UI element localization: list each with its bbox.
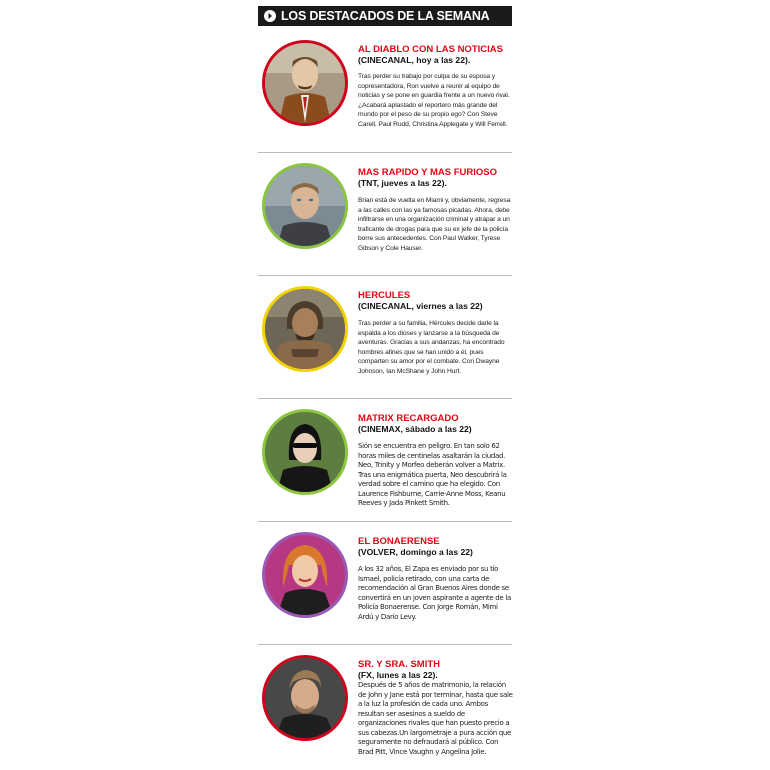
movie-entry	[258, 405, 512, 521]
section-header	[258, 6, 512, 26]
movie-entry	[258, 528, 512, 644]
movie-schedule: (CINEMAX, sábado a las 22)	[358, 424, 472, 434]
play-arrow-icon	[264, 10, 276, 22]
movie-title: HERCULES	[358, 290, 411, 301]
movie-title: SR. Y SRA. SMITH	[358, 659, 440, 670]
movie-synopsis: Tras perder a su familia, Hércules decide darle la espalda a los dioses y lanzarse a la búsqueda de aventuras. Gracias a sus andanzas, ha encontrado hombres afines que se han unido a él, pues comparten su amor por el combate. Con Dwayne Johnson, Ian McShane y John Hurt.	[358, 320, 505, 375]
movie-photo	[262, 409, 348, 495]
movie-title: MATRIX RECARGADO	[358, 413, 459, 424]
entry-divider	[258, 398, 512, 399]
movie-photo	[262, 163, 348, 249]
movie-synopsis: Después de 5 años de matrimonio, la relación de John y Jane está por terminar, hasta que sale a la luz la profesión de cada uno. Ambos resultan ser asesinos a sueldo de organizaciones rivales que han puesto precio a sus cabezas.Un largometraje a pura acción que seguramente no defraudará al público. Con Brad Pitt, Vince Vaughn y Angelina Jolie.	[358, 681, 513, 756]
movie-synopsis: Tras perder su trabajo por culpa de su esposa y copresentadora, Ron vuelve a reunir al equipo de noticias y se pone en guardia frente a un nuevo rival. ¿Acabará aplastado el reportero más grande del mundo por el peso de su propio ego? Con Steve Carell, Paul Rudd, Christina Applegate y Will Ferrell.	[358, 73, 510, 128]
movie-title: AL DIABLO CON LAS NOTICIAS	[358, 44, 503, 55]
movie-entry	[258, 36, 512, 152]
entry-divider	[258, 644, 512, 645]
movie-entry	[258, 651, 512, 767]
movie-schedule: (FX, lunes a las 22).	[358, 670, 438, 680]
movie-photo	[262, 286, 348, 372]
movie-synopsis: Sión se encuentra en peligro. En tan solo 62 horas miles de centinelas asaltarán la ciudad. Neo, Trinity y Morfeo deberán volver a Matrix. Tras una enigmática puerta, Neo descubrirá la verdad sobre el camino que ha elegido. Con Laurence Fishburne, Carrie-Anne Moss, Keanu Reeves y Jada Pinkett Smith.	[358, 442, 507, 507]
movie-title: EL BONAERENSE	[358, 536, 440, 547]
section-title: LOS DESTACADOS DE LA SEMANA	[281, 9, 490, 23]
movie-entry	[258, 159, 512, 275]
highlights-column	[258, 6, 513, 756]
movie-schedule: (CINECANAL, hoy a las 22).	[358, 55, 471, 65]
movie-photo	[262, 532, 348, 618]
movie-schedule: (TNT, jueves a las 22).	[358, 178, 447, 188]
movie-title: MAS RAPIDO Y MAS FURIOSO	[358, 167, 497, 178]
entry-divider	[258, 152, 512, 153]
movie-entry	[258, 282, 512, 398]
movie-photo	[262, 40, 348, 126]
entry-divider	[258, 521, 512, 522]
movie-photo	[262, 655, 348, 741]
movie-schedule: (VOLVER, domingo a las 22)	[358, 547, 473, 557]
entry-divider	[258, 275, 512, 276]
movie-synopsis: A los 32 años, El Zapa es enviado por su tío Ismael, policía retirado, con una carta de recomendación al Gran Buenos Aires donde se convertirá en un joven aspirante a agente de la Policía Bonaerense. Con Jorge Román, Mimí Ardú y Darío Levy.	[358, 565, 511, 621]
movie-synopsis: Brian está de vuelta en Miami y, obviamente, regresa a las calles con las ya famosas picadas. Ahora, debe infiltrarse en una organización criminal y atrapar a un traficante de drogas para que su ex jefe de la policía borre sus antecedentes. Con Paul Walker, Tyrese Gibson y Cole Hauser.	[358, 197, 511, 252]
movie-schedule: (CINECANAL, viernes a las 22)	[358, 301, 483, 311]
